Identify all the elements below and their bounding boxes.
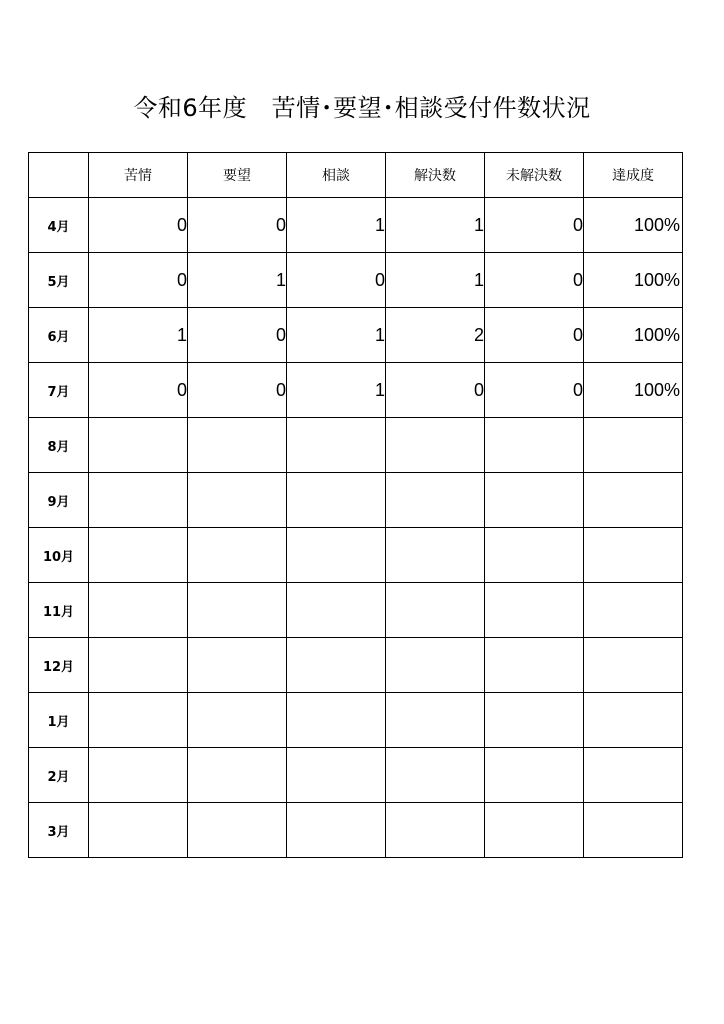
- month-cell: 5月: [29, 253, 89, 308]
- consultations-cell: 1: [287, 198, 386, 253]
- table-row: [29, 308, 683, 363]
- consultations-cell: [287, 528, 386, 583]
- consultations-cell: [287, 583, 386, 638]
- achievement-cell: 100%: [584, 363, 683, 418]
- table-row: [29, 583, 683, 638]
- resolved-cell: [386, 418, 485, 473]
- header-achievement: 達成度: [584, 153, 683, 198]
- header-resolved: 解決数: [386, 153, 485, 198]
- header-corner-cell: [29, 153, 89, 198]
- month-cell: 11月: [29, 583, 89, 638]
- month-cell: 1月: [29, 693, 89, 748]
- header-complaints: 苦情: [89, 153, 188, 198]
- table-row: [29, 473, 683, 528]
- table-header-row: [29, 153, 683, 198]
- consultations-cell: [287, 473, 386, 528]
- complaints-cell: [89, 693, 188, 748]
- requests-cell: 1: [188, 253, 287, 308]
- achievement-cell: [584, 638, 683, 693]
- consultations-cell: 1: [287, 363, 386, 418]
- unresolved-cell: 0: [485, 198, 584, 253]
- requests-cell: [188, 748, 287, 803]
- complaints-cell: [89, 418, 188, 473]
- complaints-cell: [89, 528, 188, 583]
- header-unresolved: 未解決数: [485, 153, 584, 198]
- table-body: [29, 198, 683, 858]
- table-row: [29, 528, 683, 583]
- table-row: [29, 198, 683, 253]
- unresolved-cell: [485, 418, 584, 473]
- month-cell: 3月: [29, 803, 89, 858]
- achievement-cell: [584, 583, 683, 638]
- unresolved-cell: [485, 583, 584, 638]
- table-row: [29, 418, 683, 473]
- achievement-cell: [584, 803, 683, 858]
- consultations-cell: [287, 418, 386, 473]
- achievement-cell: [584, 748, 683, 803]
- resolved-cell: [386, 748, 485, 803]
- complaints-cell: 1: [89, 308, 188, 363]
- requests-cell: [188, 638, 287, 693]
- achievement-cell: [584, 418, 683, 473]
- unresolved-cell: [485, 473, 584, 528]
- resolved-cell: 1: [386, 198, 485, 253]
- table-row: [29, 253, 683, 308]
- requests-cell: [188, 583, 287, 638]
- resolved-cell: [386, 638, 485, 693]
- month-cell: 9月: [29, 473, 89, 528]
- consultations-cell: 0: [287, 253, 386, 308]
- requests-cell: 0: [188, 198, 287, 253]
- consultations-cell: 1: [287, 308, 386, 363]
- table-row: [29, 803, 683, 858]
- complaints-cell: [89, 803, 188, 858]
- achievement-cell: [584, 473, 683, 528]
- resolved-cell: [386, 693, 485, 748]
- unresolved-cell: [485, 748, 584, 803]
- month-cell: 10月: [29, 528, 89, 583]
- resolved-cell: [386, 803, 485, 858]
- table-row: [29, 748, 683, 803]
- resolved-cell: 2: [386, 308, 485, 363]
- resolved-cell: [386, 473, 485, 528]
- unresolved-cell: 0: [485, 363, 584, 418]
- table-row: [29, 693, 683, 748]
- complaints-cell: [89, 473, 188, 528]
- unresolved-cell: [485, 638, 584, 693]
- resolved-cell: 1: [386, 253, 485, 308]
- achievement-cell: [584, 693, 683, 748]
- achievement-cell: 100%: [584, 198, 683, 253]
- unresolved-cell: 0: [485, 308, 584, 363]
- requests-cell: 0: [188, 308, 287, 363]
- month-cell: 7月: [29, 363, 89, 418]
- achievement-cell: 100%: [584, 308, 683, 363]
- achievement-cell: [584, 528, 683, 583]
- resolved-cell: [386, 583, 485, 638]
- header-requests: 要望: [188, 153, 287, 198]
- complaints-table: [28, 152, 683, 858]
- consultations-cell: [287, 693, 386, 748]
- consultations-cell: [287, 803, 386, 858]
- unresolved-cell: 0: [485, 253, 584, 308]
- complaints-cell: 0: [89, 198, 188, 253]
- month-cell: 6月: [29, 308, 89, 363]
- page-title: 令和6年度 苦情･要望･相談受付件数状況: [133, 94, 591, 122]
- consultations-cell: [287, 748, 386, 803]
- achievement-cell: 100%: [584, 253, 683, 308]
- month-cell: 2月: [29, 748, 89, 803]
- table-row: [29, 638, 683, 693]
- table-row: [29, 363, 683, 418]
- complaints-cell: 0: [89, 363, 188, 418]
- complaints-cell: [89, 748, 188, 803]
- unresolved-cell: [485, 693, 584, 748]
- complaints-cell: [89, 638, 188, 693]
- requests-cell: [188, 473, 287, 528]
- unresolved-cell: [485, 803, 584, 858]
- resolved-cell: 0: [386, 363, 485, 418]
- requests-cell: [188, 803, 287, 858]
- resolved-cell: [386, 528, 485, 583]
- month-cell: 12月: [29, 638, 89, 693]
- requests-cell: [188, 528, 287, 583]
- month-cell: 4月: [29, 198, 89, 253]
- unresolved-cell: [485, 528, 584, 583]
- requests-cell: 0: [188, 363, 287, 418]
- header-consultations: 相談: [287, 153, 386, 198]
- requests-cell: [188, 693, 287, 748]
- requests-cell: [188, 418, 287, 473]
- consultations-cell: [287, 638, 386, 693]
- complaints-cell: 0: [89, 253, 188, 308]
- month-cell: 8月: [29, 418, 89, 473]
- complaints-cell: [89, 583, 188, 638]
